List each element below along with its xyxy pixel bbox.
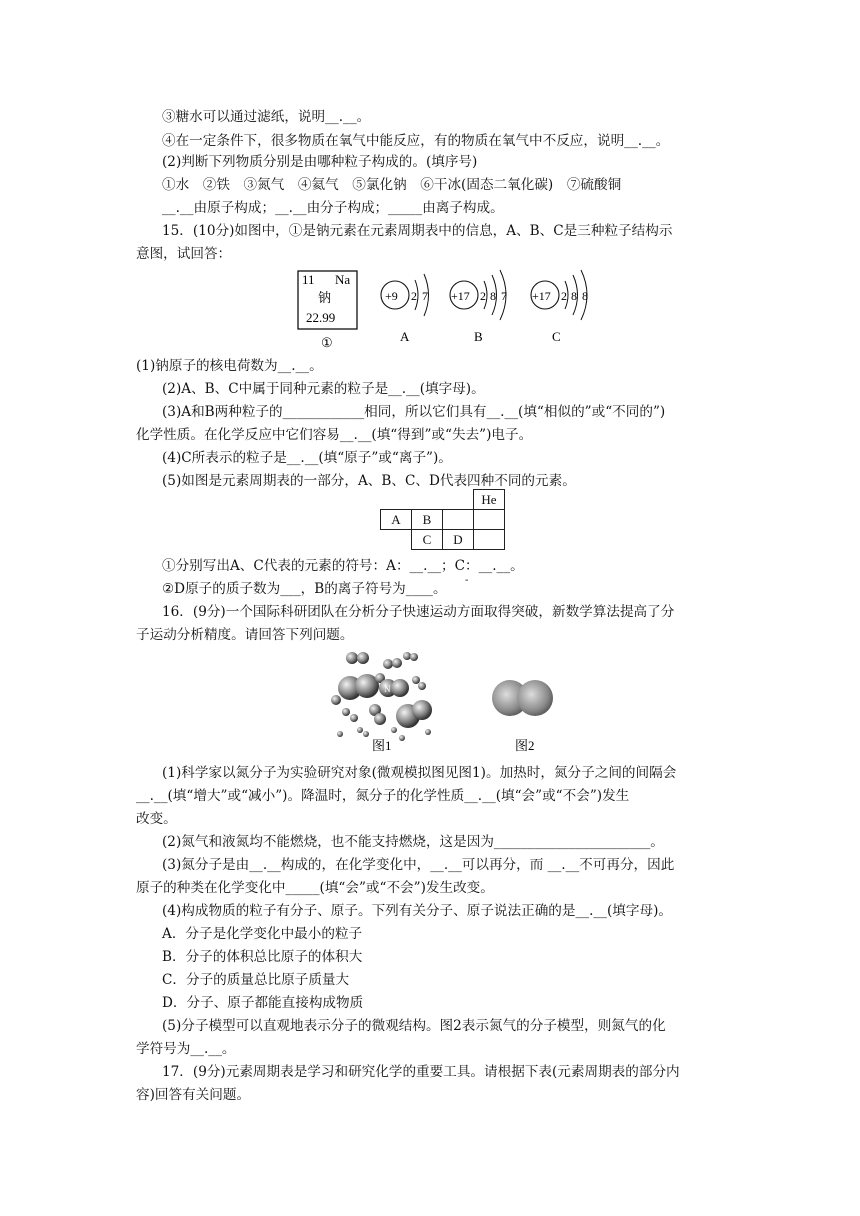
pt-cell	[443, 490, 474, 510]
atom-b-shell-count-1: 2	[480, 289, 486, 303]
pt-cell	[381, 530, 412, 550]
pt-cell-b: B	[412, 510, 443, 530]
text-line: (2)判断下列物质分别是由哪种粒子构成的。(填序号)	[162, 154, 478, 170]
atom-b-shell-count-3: 7	[501, 289, 507, 303]
text-line: (5)分子模型可以直观地表示分子的微观结构。图2表示氮气的分子模型，则氮气的化	[162, 1018, 666, 1034]
option-b: B．分子的体积总比原子的体积大	[162, 949, 363, 965]
pt-cell-d: D	[443, 530, 474, 550]
atom-a-label: A	[400, 329, 410, 344]
text-line: (3)A和B两种粒子的____________相同，所以它们具有__.__(填“相似的”或“不同的”)	[162, 404, 666, 420]
text-line: (2)A、B、C中属于同种元素的粒子是__.__(填字母)。	[162, 381, 485, 397]
ion-charge-mark: -	[465, 575, 469, 586]
figure-2-caption: 图2	[515, 738, 535, 753]
text-line: (1)钠原子的核电荷数为__.__。	[136, 358, 323, 374]
molecule-figures	[330, 648, 570, 754]
question-16-heading: 16．(9分)一个国际科研团队在分析分子快速运动方面取得突破，新数学算法提高了分	[162, 604, 675, 620]
atom-b-nucleus-charge: +17	[451, 289, 470, 303]
text-line: ①分别写出A、C代表的元素的符号：A：__.__；C：__.__。	[162, 558, 524, 574]
pt-cell	[381, 490, 412, 510]
atom-structure-svg	[296, 268, 606, 350]
element-card-mass: 22.99	[306, 310, 336, 325]
atom-b-shell-count-2: 8	[490, 289, 496, 303]
pt-cell-c: C	[412, 530, 443, 550]
question-17-heading: 17．(9分)元素周期表是学习和研究化学的重要工具。请根据下表(元素周期表的部分内	[162, 1064, 680, 1080]
element-card-symbol: Na	[335, 272, 351, 287]
atom-c-shell-count-1: 2	[561, 289, 567, 303]
pt-cell	[474, 510, 505, 530]
element-card-label: ①	[321, 335, 333, 350]
pt-cell-a: A	[381, 510, 412, 530]
atom-a-nucleus-charge: +9	[385, 289, 398, 303]
fig1-n-label: N	[384, 684, 391, 694]
element-card-name: 钠	[318, 290, 332, 305]
atom-a-shell-count-2: 7	[422, 289, 428, 303]
figure-1-caption: 图1	[372, 738, 392, 753]
molecule-figures-svg	[330, 648, 570, 754]
atom-c-label: C	[552, 329, 561, 344]
option-d: D．分子、原子都能直接构成物质	[162, 995, 364, 1011]
atom-c-shell-count-2: 8	[571, 289, 577, 303]
option-a: A．分子是化学变化中最小的粒子	[162, 926, 363, 942]
text-line: ②D原子的质子数为___，B的离子符号为____。	[162, 581, 447, 597]
pt-cell	[443, 510, 474, 530]
text-line: (3)氮分子是由__.__构成的，在化学变化中，__.__可以再分，而 __.__不可再分，因此	[162, 857, 675, 873]
option-c: C．分子的质量总比原子质量大	[162, 972, 350, 988]
text-line: 改变。	[136, 811, 177, 827]
atom-c-nucleus-charge: +17	[532, 289, 551, 303]
text-line: (4)C所表示的粒子是__.__(填“原子”或“离子”)。	[162, 450, 452, 466]
text-line: (2)氮气和液氮均不能燃烧，也不能支持燃烧，这是因为_______________________。	[162, 834, 664, 850]
text-line: __.__(填“增大”或“减小”)。降温时，氮分子的化学性质__.__(填“会”或“不会”)发生	[136, 788, 630, 804]
text-line: (5)如图是元素周期表的一部分，A、B、C、D代表四种不同的元素。	[162, 473, 576, 489]
pt-cell	[412, 490, 443, 510]
atom-structure-figure	[296, 268, 606, 350]
text-line: 学符号为__.__。	[136, 1041, 236, 1057]
text-line: __.__由原子构成；__.__由分子构成；_____由离子构成。	[162, 200, 504, 216]
text-line: 子运动分析精度。请回答下列问题。	[136, 627, 354, 643]
text-line: ③糖水可以通过滤纸，说明__.__。	[162, 109, 371, 125]
question-15-heading: 15．(10分)如图中，①是钠元素在元素周期表中的信息，A、B、C是三种粒子结构示	[162, 223, 673, 239]
text-line: (1)科学家以氮分子为实验研究对象(微观模拟图见图1)。加热时，氮分子之间的间隔会	[162, 765, 677, 781]
pt-cell-he: He	[474, 490, 505, 510]
text-line: ④在一定条件下，很多物质在氧气中能反应，有的物质在氧气中不反应，说明__.__。	[162, 133, 670, 149]
element-card-number: 11	[302, 272, 315, 287]
text-line: (4)构成物质的粒子有分子、原子。下列有关分子、原子说法正确的是__.__(填字母)。	[162, 903, 672, 919]
text-line: 原子的种类在化学变化中_____(填“会”或“不会”)发生改变。	[136, 880, 494, 896]
atom-b-label: B	[474, 329, 483, 344]
text-line: 容)回答有关问题。	[136, 1087, 251, 1103]
figure-2-n2-molecule	[492, 680, 553, 716]
text-line: 化学性质。在化学反应中它们容易__.__(填“得到”或“失去”)电子。	[136, 427, 533, 443]
atom-a-shell-count-1: 2	[411, 289, 417, 303]
atom-c-shell-count-3: 8	[582, 289, 588, 303]
text-line: ①水 ②铁 ③氮气 ④氦气 ⑤氯化钠 ⑥干冰(固态二氧化碳) ⑦硫酸铜	[162, 177, 622, 193]
pt-cell	[474, 530, 505, 550]
figure-1-molecules	[331, 652, 432, 741]
text-line: 意图，试回答：	[136, 246, 232, 262]
periodic-table-fragment	[380, 489, 505, 550]
